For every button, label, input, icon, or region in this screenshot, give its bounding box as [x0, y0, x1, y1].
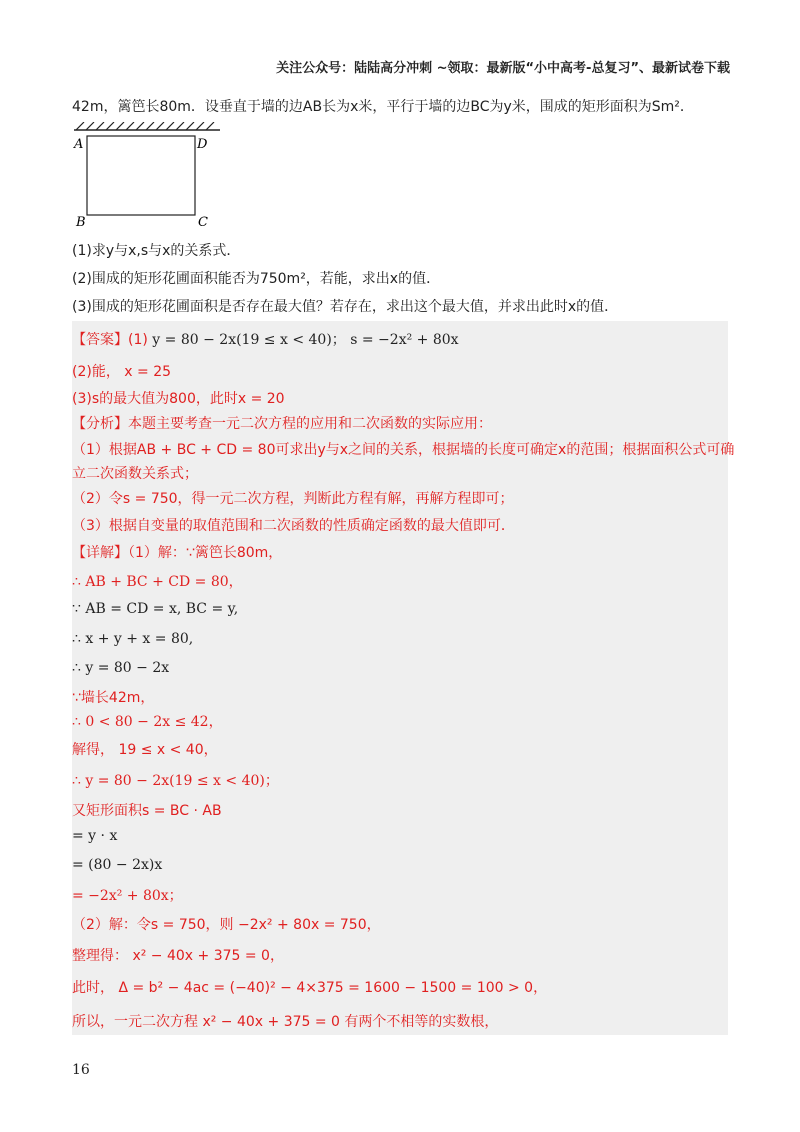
detail-10: 又矩形面积s = BC · AB — [72, 803, 222, 819]
label-a: A — [74, 137, 84, 152]
detail-14: （2）解：令s = 750，则 −2x² + 80x = 750， — [72, 917, 381, 933]
page-header: 关注公众号：陆陆高分冲刺 ~领取：最新版“小中高考-总复习”、最新试卷下载 — [276, 61, 730, 76]
analysis-p2: （2）令s = 750，得一元二次方程，判断此方程有解，再解方程即可； — [72, 491, 514, 507]
answer-label: 【答案】(1) — [72, 332, 148, 348]
detail-8: 解得， 19 ≤ x < 40， — [72, 742, 218, 758]
page-number: 16 — [72, 1062, 90, 1078]
answer-1-math: y = 80 − 2x(19 ≤ x < 40)； s = −2x² + 80x — [152, 332, 459, 348]
wall-hatching — [76, 122, 214, 130]
detail-1: 【详解】（1）解：∵篱笆长80m， — [72, 545, 283, 561]
detail-5: ∴ y = 80 − 2x — [72, 660, 170, 676]
answer-1 — [72, 330, 459, 350]
rectangle-diagram — [72, 122, 222, 231]
label-d: D — [197, 137, 208, 152]
label-c: C — [198, 215, 208, 227]
analysis-p3: （3）根据自变量的取值范围和二次函数的性质确定函数的最大值即可． — [72, 518, 515, 534]
analysis-title: 【分析】本题主要考查一元二次方程的应用和二次函数的实际应用： — [72, 416, 492, 432]
detail-7: ∴ 0 < 80 − 2x ≤ 42， — [72, 714, 223, 730]
detail-16: 此时， Δ = b² − 4ac = (−40)² − 4×375 = 1600 − 1500 = 100 > 0， — [72, 980, 548, 996]
detail-6: ∵墙长42m， — [72, 690, 155, 706]
detail-11: = y · x — [72, 828, 118, 844]
detail-13: = −2x² + 80x； — [72, 888, 183, 904]
fence-figure — [72, 122, 222, 227]
detail-9: ∴ y = 80 − 2x(19 ≤ x < 40)； — [72, 773, 279, 789]
question-1: (1)求y与x,s与x的关系式． — [72, 243, 241, 259]
detail-17: 所以，一元二次方程 x² − 40x + 375 = 0 有两个不相等的实数根， — [72, 1014, 499, 1030]
detail-3: ∵ AB = CD = x, BC = y, — [72, 601, 239, 617]
answer-3: (3)s的最大值为800，此时x = 20 — [72, 391, 285, 407]
detail-2: ∴ AB + BC + CD = 80， — [72, 574, 243, 590]
detail-12: = (80 − 2x)x — [72, 857, 163, 873]
label-b: B — [76, 215, 86, 227]
question-3: (3)围成的矩形花圃面积是否存在最大值？若存在，求出这个最大值，并求出此时x的值． — [72, 299, 619, 315]
answer-2: (2)能， x = 25 — [72, 364, 172, 380]
problem-intro: 42m，篱笆长80m．设垂直于墙的边AB长为x米，平行于墙的边BC为y米，围成的矩形面积为Sm²． — [72, 99, 694, 115]
question-2: (2)围成的矩形花圃面积能否为750m²，若能，求出x的值． — [72, 271, 441, 287]
detail-15: 整理得： x² − 40x + 375 = 0， — [72, 948, 284, 964]
detail-4: ∴ x + y + x = 80, — [72, 631, 194, 647]
analysis-p1a: （1）根据AB + BC + CD = 80可求出y与x之间的关系，根据墙的长度可确定x的范围；根据面积公式可确 — [72, 442, 735, 458]
fence-rectangle — [87, 136, 195, 215]
analysis-p1b: 立二次函数关系式； — [72, 466, 198, 482]
